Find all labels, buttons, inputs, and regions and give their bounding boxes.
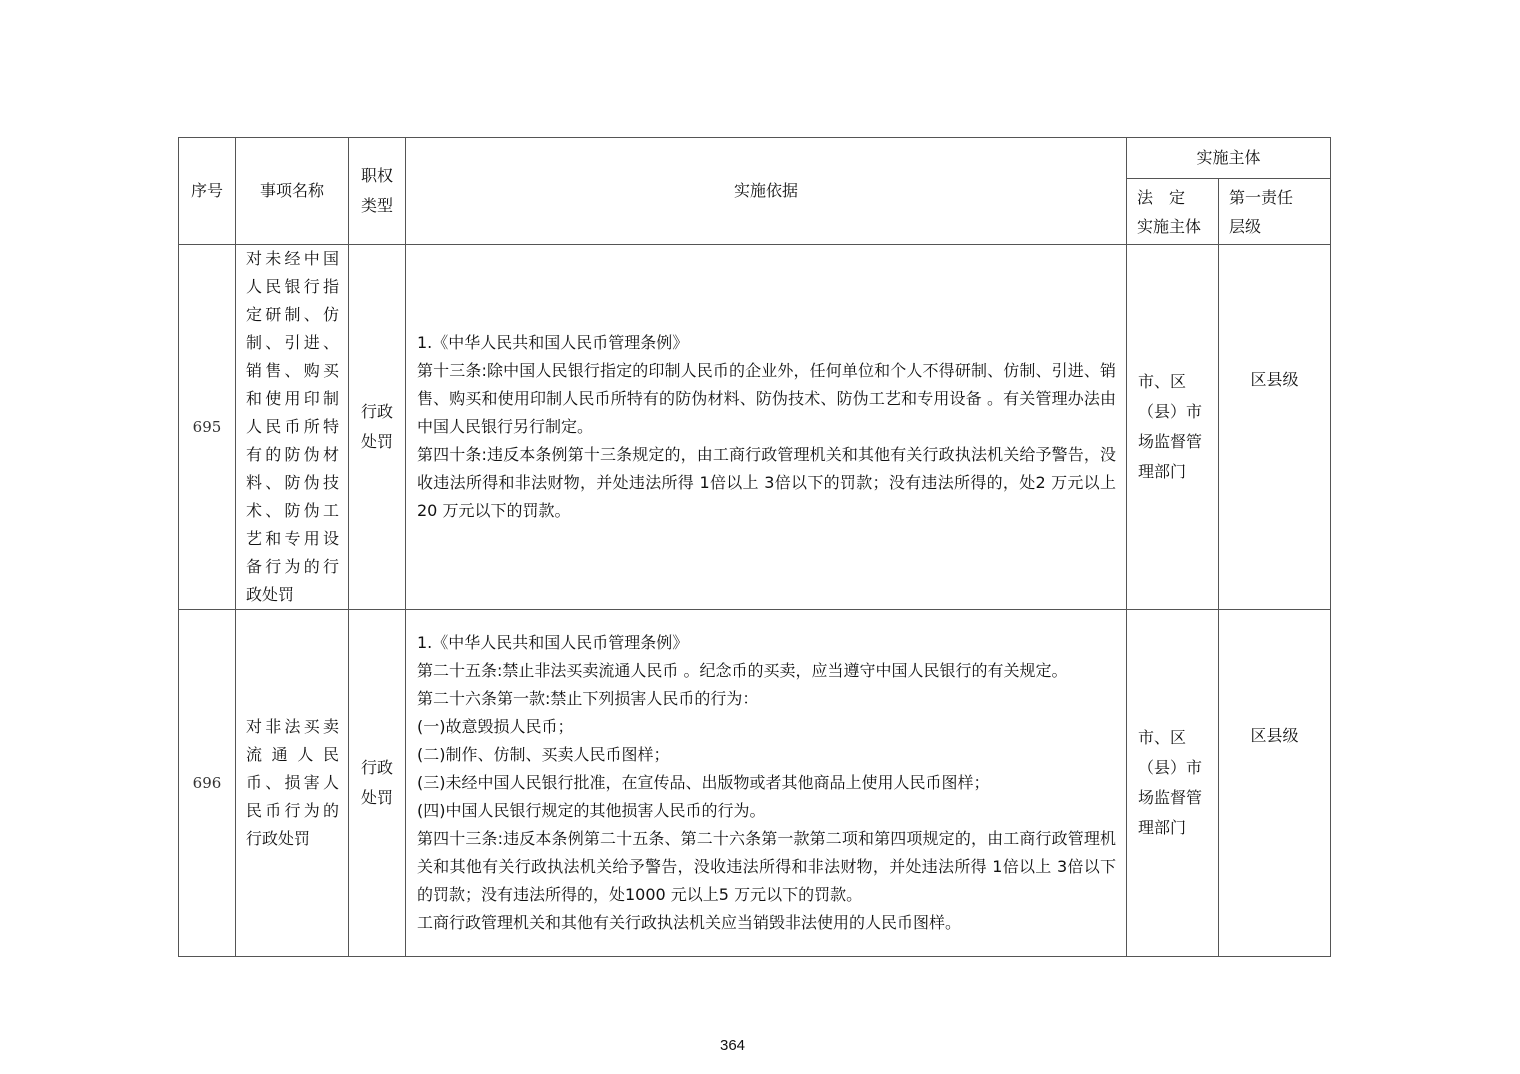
basis-paragraph: (四)中国人民银行规定的其他损害人民币的行为。 bbox=[417, 801, 766, 820]
row-authority-type bbox=[349, 245, 406, 610]
row-basis bbox=[406, 245, 1127, 610]
row-type-line1: 行政 bbox=[360, 758, 393, 777]
first-level-text: 区县级 bbox=[1250, 726, 1299, 745]
row-serial-no: 696 bbox=[179, 610, 236, 957]
header-basis: 实施依据 bbox=[406, 138, 1127, 245]
table-row bbox=[179, 245, 1331, 610]
basis-paragraph: 第二十六条第一款:禁止下列损害人民币的行为： bbox=[417, 689, 759, 708]
header-type-line1: 职权 bbox=[360, 166, 393, 185]
first-level-text: 区县级 bbox=[1250, 370, 1299, 389]
header-type-line2: 类型 bbox=[360, 196, 393, 215]
basis-paragraph: (一)故意毁损人民币； bbox=[417, 717, 574, 736]
basis-paragraph: 第四十三条:违反本条例第二十五条、第二十六条第一款第二项和第四项规定的，由工商行政管理机关和其他有关行政执法机关给予警告，没收违法所得和非法财物，并处违法所得 1倍以上 3倍以下的罚款；没有违法所得的，处1000 元以上5 万元以下的罚款。 bbox=[417, 829, 1116, 904]
row-basis bbox=[406, 610, 1127, 957]
header-row-top bbox=[179, 138, 1331, 179]
basis-paragraph: 工商行政管理机关和其他有关行政执法机关应当销毁非法使用的人民币图样。 bbox=[417, 913, 962, 932]
row-type-line1: 行政 bbox=[360, 402, 393, 421]
row-item-name: 对未经中国人民银行指定研制、仿制、引进、销售、购买和使用印制人民币所特有的防伪材料、防伪技术、防伪工艺和专用设备行为的行政处罚 bbox=[236, 245, 349, 610]
row-legal-entity: 市、区（县）市场监督管理部门 bbox=[1127, 245, 1219, 610]
basis-paragraph: 第四十条:违反本条例第十三条规定的，由工商行政管理机关和其他有关行政执法机关给予警告，没收违法所得和非法财物，并处违法所得 1倍以上 3倍以下的罚款；没有违法所得的，处2 万元以上20 万元以下的罚款。 bbox=[417, 445, 1116, 520]
table-row bbox=[179, 610, 1331, 957]
row-type-line2: 处罚 bbox=[360, 788, 393, 807]
header-implementing-subject: 实施主体 bbox=[1127, 138, 1331, 179]
header-authority-type bbox=[349, 138, 406, 245]
row-item-name: 对非法买卖流通人民币、损害人民币行为的行政处罚 bbox=[236, 610, 349, 957]
row-serial-no: 695 bbox=[179, 245, 236, 610]
header-first-responsibility bbox=[1219, 179, 1331, 245]
header-legal-line2: 实施主体 bbox=[1137, 216, 1202, 236]
row-first-level bbox=[1219, 245, 1331, 610]
row-authority-type bbox=[349, 610, 406, 957]
row-legal-entity: 市、区（县）市场监督管理部门 bbox=[1127, 610, 1219, 957]
row-type-line2: 处罚 bbox=[360, 432, 393, 451]
basis-paragraph: 1.《中华人民共和国人民币管理条例》 bbox=[417, 333, 689, 352]
header-first-line2: 层级 bbox=[1229, 216, 1262, 236]
basis-paragraph: (三)未经中国人民银行批准，在宣传品、出版物或者其他商品上使用人民币图样； bbox=[417, 773, 990, 792]
page-number: 364 bbox=[719, 1037, 746, 1054]
basis-paragraph: 1.《中华人民共和国人民币管理条例》 bbox=[417, 633, 689, 652]
row-first-level bbox=[1219, 610, 1331, 957]
header-first-line1: 第一责任 bbox=[1229, 187, 1294, 207]
header-legal-line1: 法 定 bbox=[1137, 187, 1186, 207]
enforcement-items-table bbox=[178, 137, 1331, 957]
header-item-name: 事项名称 bbox=[236, 138, 349, 245]
basis-paragraph: 第二十五条:禁止非法买卖流通人民币 。纪念币的买卖，应当遵守中国人民银行的有关规定。 bbox=[417, 661, 1068, 680]
header-serial-no: 序号 bbox=[179, 138, 236, 245]
basis-paragraph: 第十三条:除中国人民银行指定的印制人民币的企业外，任何单位和个人不得研制、仿制、引进、销售、购买和使用印制人民币所特有的防伪材料、防伪技术、防伪工艺和专用设备 。有关管理办法由中国人民银行另行制定。 bbox=[417, 361, 1116, 436]
header-legal-subject bbox=[1127, 179, 1219, 245]
basis-paragraph: (二)制作、仿制、买卖人民币图样； bbox=[417, 745, 670, 764]
